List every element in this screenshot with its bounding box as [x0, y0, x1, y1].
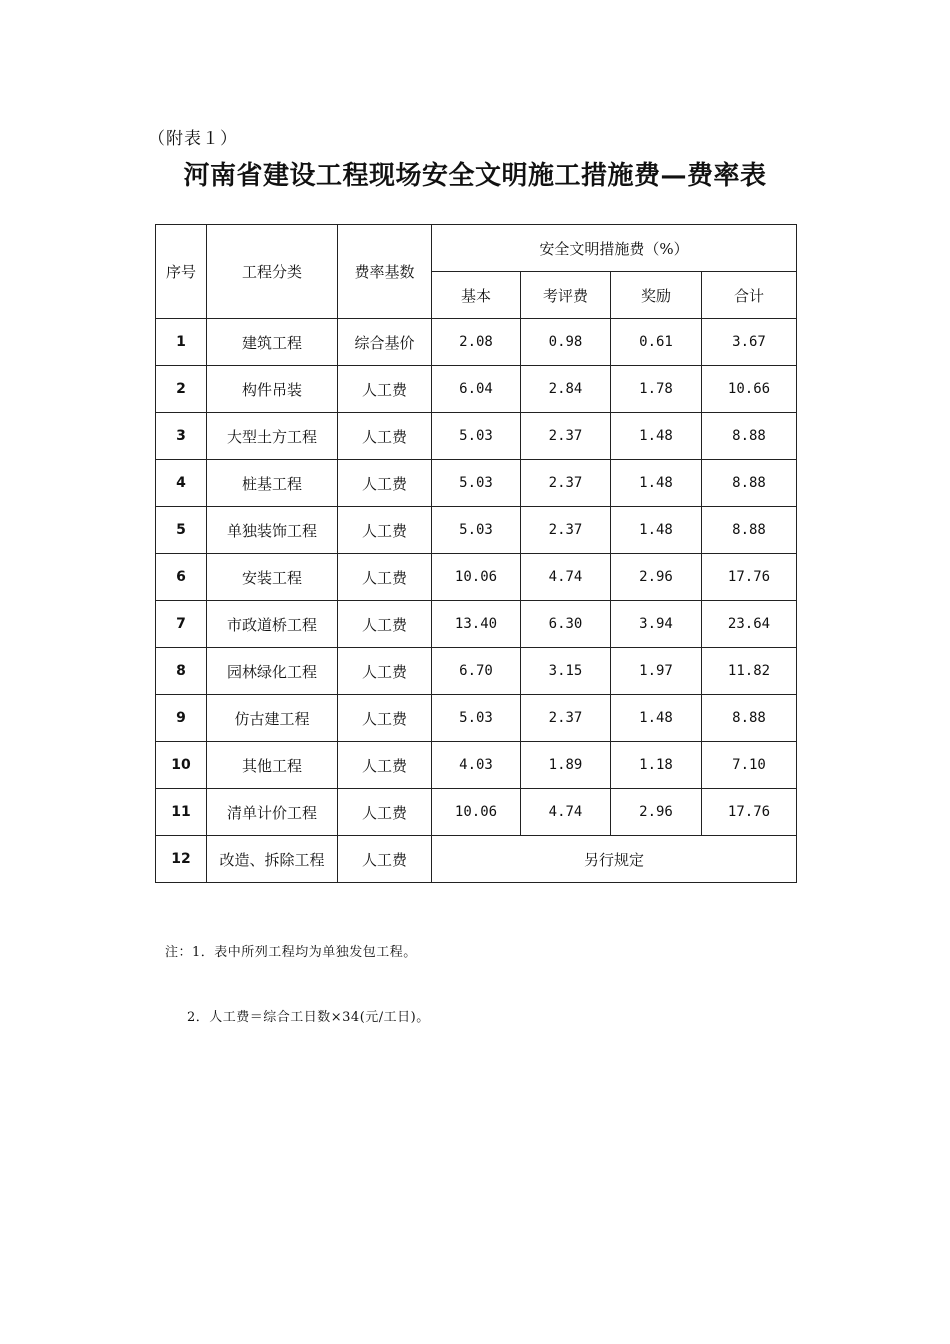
cell-base: 人工费	[338, 789, 432, 836]
cell-category: 单独装饰工程	[207, 507, 338, 554]
cell-reward: 1.48	[611, 460, 702, 507]
cell-reward: 0.61	[611, 319, 702, 366]
cell-total: 8.88	[702, 695, 797, 742]
cell-index: 9	[156, 695, 207, 742]
table-row	[156, 695, 797, 742]
table-row	[156, 366, 797, 413]
cell-category: 构件吊装	[207, 366, 338, 413]
cell-basic: 2.08	[432, 319, 521, 366]
cell-category: 园林绿化工程	[207, 648, 338, 695]
cell-basic: 5.03	[432, 460, 521, 507]
table-row	[156, 648, 797, 695]
header-total: 合计	[702, 272, 797, 319]
cell-base: 人工费	[338, 554, 432, 601]
cell-reward: 1.78	[611, 366, 702, 413]
cell-index: 3	[156, 413, 207, 460]
cell-index: 2	[156, 366, 207, 413]
cell-basic: 5.03	[432, 413, 521, 460]
cell-evaluation: 2.37	[521, 507, 611, 554]
cell-index: 5	[156, 507, 207, 554]
cell-index: 1	[156, 319, 207, 366]
cell-evaluation: 4.74	[521, 554, 611, 601]
cell-reward: 3.94	[611, 601, 702, 648]
note-1: 注：1．表中所列工程均为单独发包工程。	[165, 945, 417, 960]
cell-category: 清单计价工程	[207, 789, 338, 836]
note-2: 2．人工费＝综合工日数×34(元/工日)。	[187, 1010, 430, 1025]
cell-category: 其他工程	[207, 742, 338, 789]
cell-reward: 1.48	[611, 507, 702, 554]
cell-index: 10	[156, 742, 207, 789]
cell-base: 人工费	[338, 742, 432, 789]
header-row	[156, 225, 797, 272]
cell-base: 综合基价	[338, 319, 432, 366]
cell-total: 7.10	[702, 742, 797, 789]
cell-total: 11.82	[702, 648, 797, 695]
cell-merged-note: 另行规定	[432, 836, 797, 883]
cell-reward: 1.97	[611, 648, 702, 695]
cell-index: 11	[156, 789, 207, 836]
cell-basic: 4.03	[432, 742, 521, 789]
cell-base: 人工费	[338, 601, 432, 648]
table-row	[156, 836, 797, 883]
cell-base: 人工费	[338, 460, 432, 507]
cell-reward: 2.96	[611, 554, 702, 601]
cell-base: 人工费	[338, 648, 432, 695]
cell-evaluation: 2.37	[521, 413, 611, 460]
cell-category: 安装工程	[207, 554, 338, 601]
header-group: 安全文明措施费（%）	[432, 225, 797, 272]
table-row	[156, 601, 797, 648]
header-evaluation: 考评费	[521, 272, 611, 319]
cell-total: 17.76	[702, 554, 797, 601]
table-row	[156, 742, 797, 789]
cell-total: 8.88	[702, 460, 797, 507]
cell-evaluation: 3.15	[521, 648, 611, 695]
cell-index: 7	[156, 601, 207, 648]
cell-evaluation: 1.89	[521, 742, 611, 789]
cell-total: 23.64	[702, 601, 797, 648]
cell-basic: 5.03	[432, 695, 521, 742]
cell-evaluation: 2.37	[521, 695, 611, 742]
cell-category: 桩基工程	[207, 460, 338, 507]
cell-total: 3.67	[702, 319, 797, 366]
cell-index: 4	[156, 460, 207, 507]
cell-category: 大型土方工程	[207, 413, 338, 460]
table-row	[156, 319, 797, 366]
table-row	[156, 413, 797, 460]
cell-category: 改造、拆除工程	[207, 836, 338, 883]
cell-category: 仿古建工程	[207, 695, 338, 742]
cell-total: 8.88	[702, 507, 797, 554]
cell-base: 人工费	[338, 836, 432, 883]
cell-evaluation: 6.30	[521, 601, 611, 648]
header-reward: 奖励	[611, 272, 702, 319]
cell-total: 17.76	[702, 789, 797, 836]
table-row	[156, 554, 797, 601]
rate-table	[155, 224, 797, 883]
cell-basic: 10.06	[432, 789, 521, 836]
cell-total: 8.88	[702, 413, 797, 460]
cell-index: 8	[156, 648, 207, 695]
cell-basic: 13.40	[432, 601, 521, 648]
table-row	[156, 460, 797, 507]
header-basic: 基本	[432, 272, 521, 319]
page-title: 河南省建设工程现场安全文明施工措施费—费率表	[183, 161, 767, 191]
cell-total: 10.66	[702, 366, 797, 413]
cell-reward: 2.96	[611, 789, 702, 836]
cell-evaluation: 2.84	[521, 366, 611, 413]
appendix-label: （附表１）	[148, 129, 238, 149]
cell-category: 市政道桥工程	[207, 601, 338, 648]
cell-basic: 6.70	[432, 648, 521, 695]
cell-evaluation: 0.98	[521, 319, 611, 366]
cell-index: 12	[156, 836, 207, 883]
cell-base: 人工费	[338, 413, 432, 460]
cell-reward: 1.18	[611, 742, 702, 789]
cell-evaluation: 4.74	[521, 789, 611, 836]
cell-category: 建筑工程	[207, 319, 338, 366]
header-base: 费率基数	[338, 225, 432, 319]
cell-basic: 10.06	[432, 554, 521, 601]
cell-base: 人工费	[338, 507, 432, 554]
cell-index: 6	[156, 554, 207, 601]
table-row	[156, 507, 797, 554]
header-category: 工程分类	[207, 225, 338, 319]
cell-reward: 1.48	[611, 413, 702, 460]
table-row	[156, 789, 797, 836]
cell-basic: 6.04	[432, 366, 521, 413]
cell-base: 人工费	[338, 695, 432, 742]
cell-base: 人工费	[338, 366, 432, 413]
cell-basic: 5.03	[432, 507, 521, 554]
header-index: 序号	[156, 225, 207, 319]
cell-evaluation: 2.37	[521, 460, 611, 507]
cell-reward: 1.48	[611, 695, 702, 742]
